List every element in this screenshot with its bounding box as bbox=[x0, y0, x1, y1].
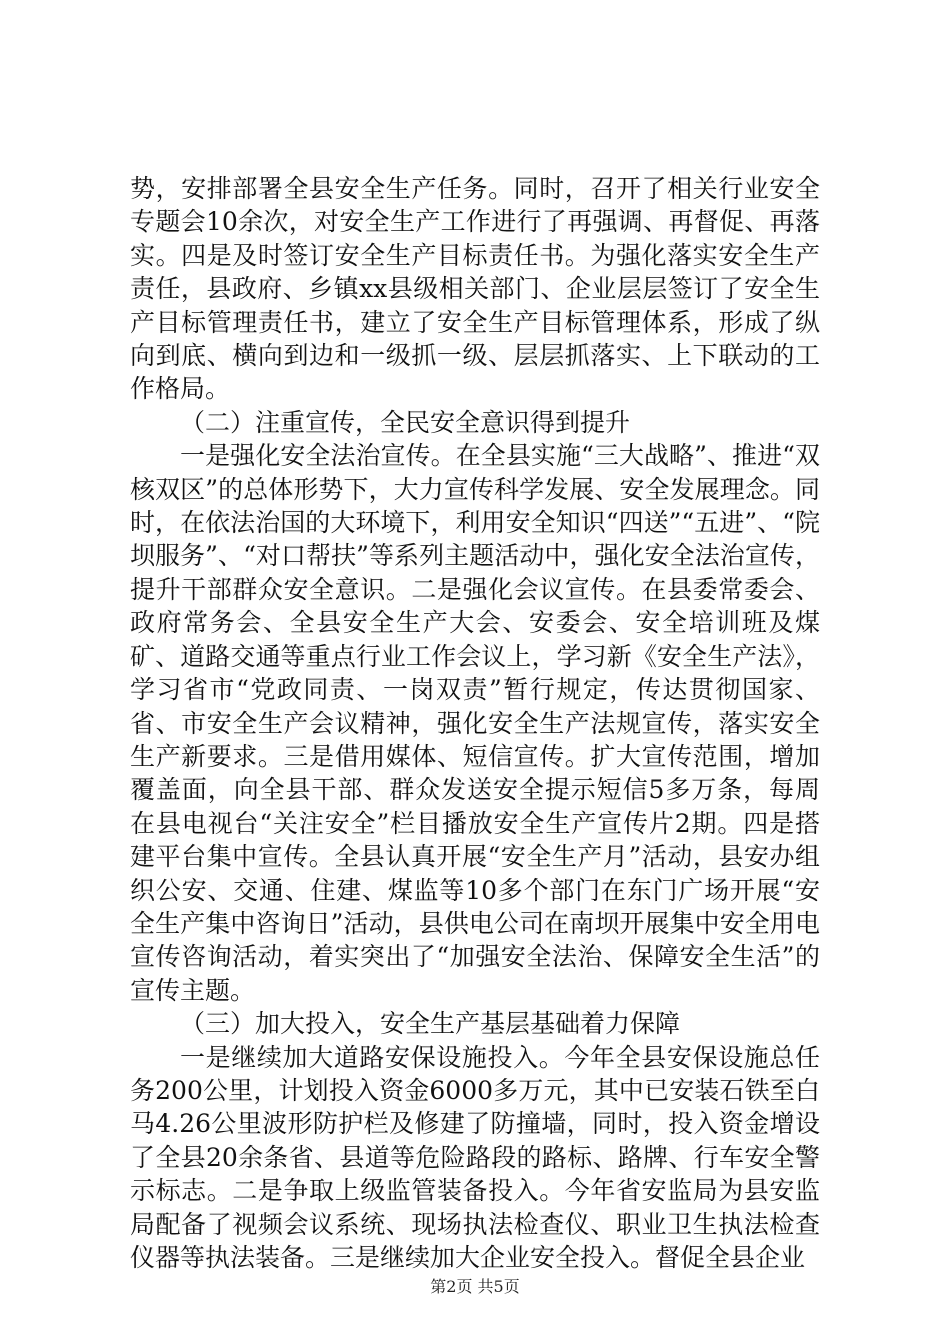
paragraph-body-2: 一是强化安全法治宣传。在全县实施“三大战略”、推进“双核双区”的总体形势下，大力宣传科学发展、安全发展理念。同时，在依法治国的大环境下，利用安全知识“四送”“五进”、“院坝服务”、“对口帮扶”等系列主题活动中，强化安全法治宣传，提升干部群众安全意识。二是强化会议宣传。在县委常委会、政府常务会、全县安全生产大会、安委会、安全培训班及煤矿、道路交通等重点行业工作会议上，学习新《安全生产法》，学习省市“党政同责、一岗双责”暂行规定，传达贯彻国家、省、市安全生产会议精神，强化安全生产法规宣传，落实安全生产新要求。三是借用媒体、短信宣传。扩大宣传范围，增加覆盖面，向全县干部、群众发送安全提示短信5多万条，每周在县电视台“关注安全”栏目播放安全生产宣传片2期。四是搭建平台集中宣传。全县认真开展“安全生产月”活动，县安办组织公安、交通、住建、煤监等10多个部门在东门广场开展“安全生产集中咨询日”活动，县供电公司在南坝开展集中安全用电宣传咨询活动，着实突出了“加强安全法治、保障安全生活”的宣传主题。 bbox=[130, 441, 820, 1005]
page-footer: 第2页 共5页 bbox=[430, 1277, 520, 1296]
section-heading-3: （三）加大投入，安全生产基层基础着力保障 bbox=[180, 1009, 681, 1039]
paragraph-body-1: 势，安排部署全县安全生产任务。同时，召开了相关行业安全专题会10余次，对安全生产工作进行了再强调、再督促、再落实。四是及时签订安全生产目标责任书。为强化落实安全生产责任，县政府、乡镇xx县级相关部门、企业层层签订了安全生产目标管理责任书，建立了安全生产目标管理体系，形成了纵向到底、横向到边和一级抓一级、层层抓落实、上下联动的工作格局。 bbox=[130, 174, 820, 404]
paragraph-body-3: 一是继续加大道路安保设施投入。今年全县安保设施总任务200公里，计划投入资金6000多万元，其中已安装石铁至白马4.26公里波形防护栏及修建了防撞墙，同时，投入资金增设了全县20余条省、县道等危险路段的路标、路牌、行车安全警示标志。二是争取上级监管装备投入。今年省安监局为县安监局配备了视频会议系统、现场执法检查仪、职业卫生执法检查仪器等执法装备。三是继续加大企业安全投入。督促全县企业 bbox=[130, 1042, 820, 1272]
document-body bbox=[130, 172, 820, 1274]
section-heading-2: （二）注重宣传，全民安全意识得到提升 bbox=[180, 407, 631, 437]
